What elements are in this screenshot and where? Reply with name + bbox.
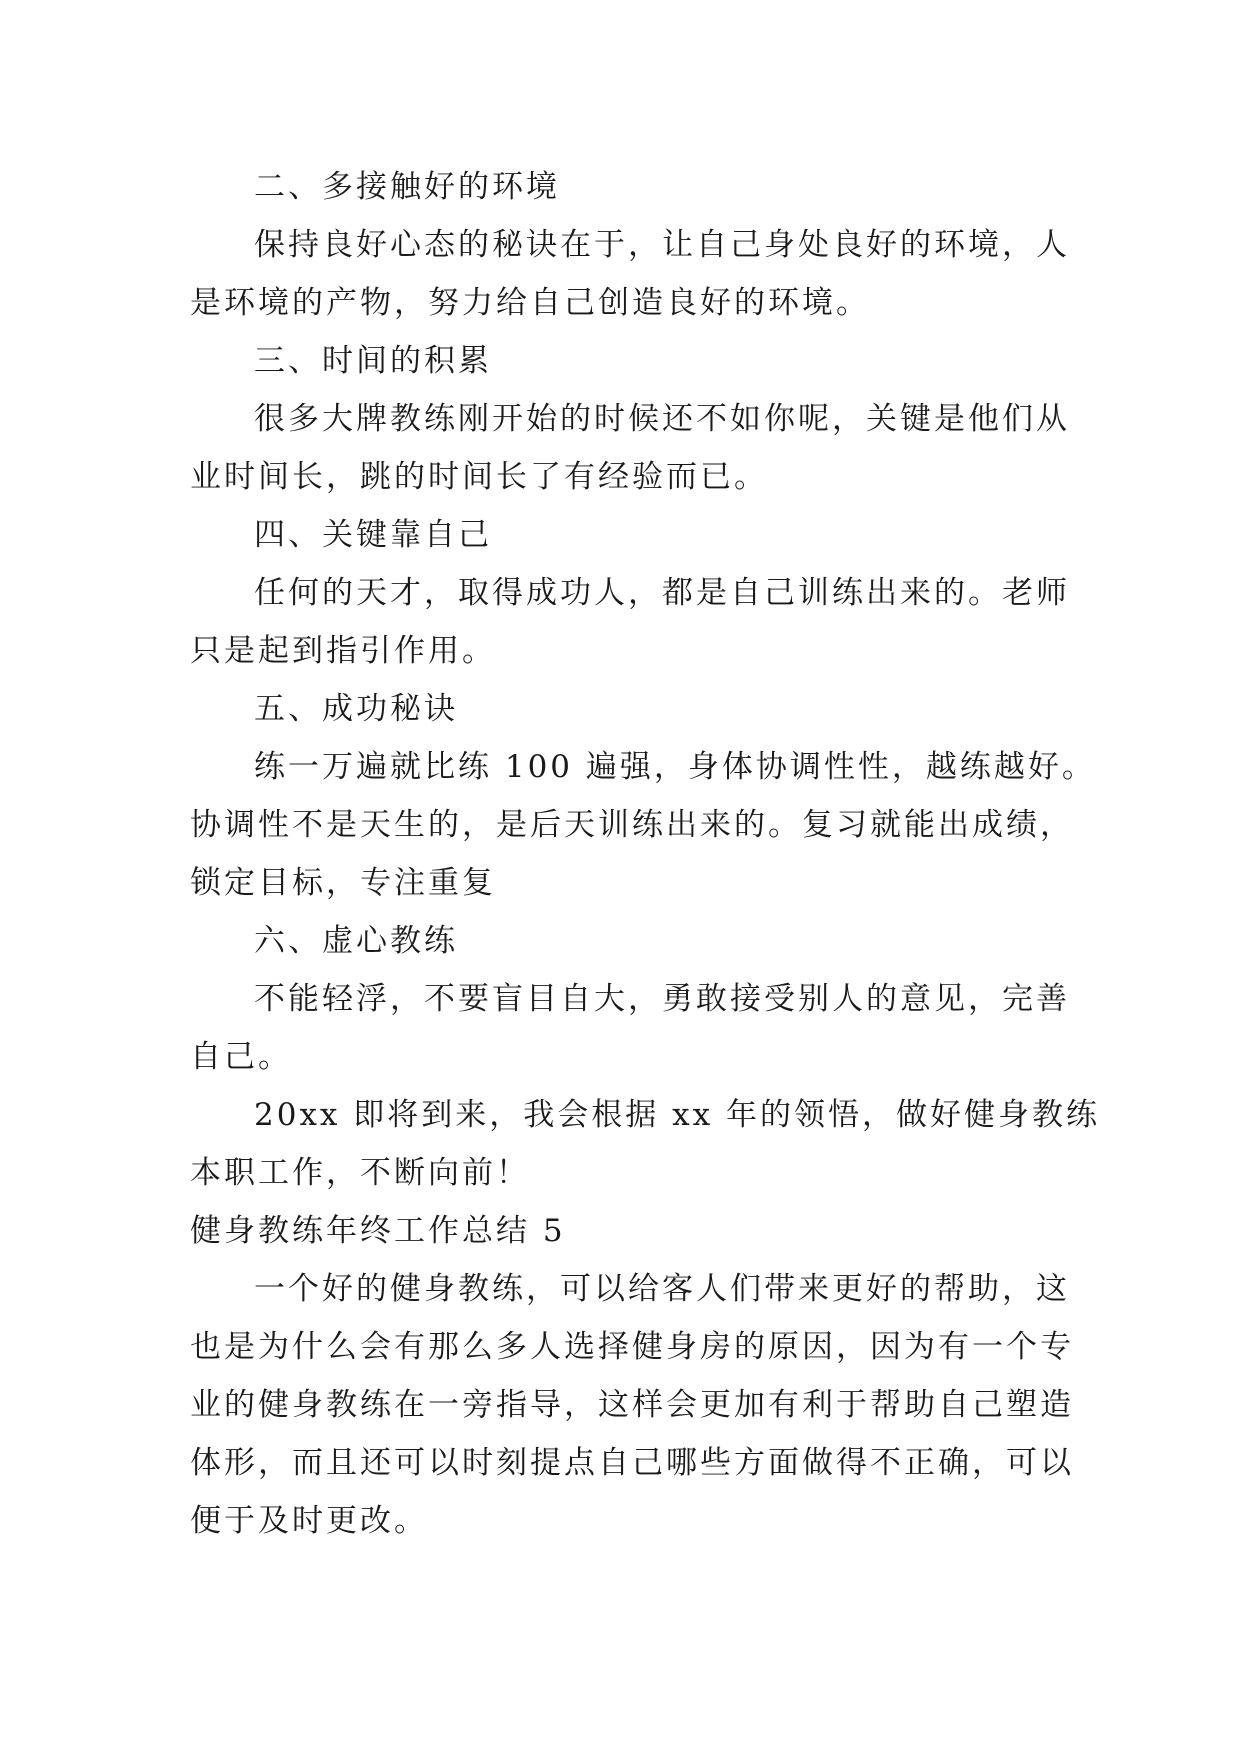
document-body — [190, 158, 1100, 1550]
section-heading-4: 四、关键靠自己 — [254, 517, 492, 553]
paragraph-line: 20xx 即将到来，我会根据 xx 年的领悟，做好健身教练 — [254, 1097, 1100, 1133]
paragraph-line: 很多大牌教练刚开始的时候还不如你呢，关键是他们从 — [254, 401, 1070, 437]
section-heading-3: 三、时间的积累 — [254, 343, 492, 379]
paragraph-line: 锁定目标，专注重复 — [190, 865, 496, 901]
paragraph-line: 保持良好心态的秘诀在于，让自己身处良好的环境，人 — [254, 227, 1070, 263]
paragraph-line: 不能轻浮，不要盲目自大，勇敢接受别人的意见，完善 — [254, 981, 1070, 1017]
section-heading-6: 六、虚心教练 — [254, 923, 458, 959]
paragraph-line: 本职工作，不断向前！ — [190, 1155, 530, 1191]
paragraph-line: 体形，而且还可以时刻提点自己哪些方面做得不正确，可以 — [190, 1445, 1074, 1481]
paragraph-line: 是环境的产物，努力给自己创造良好的环境。 — [190, 285, 870, 321]
paragraph-line: 练一万遍就比练 100 遍强，身体协调性性，越练越好。 — [254, 749, 1096, 785]
paragraph-line: 业的健身教练在一旁指导，这样会更加有利于帮助自己塑造 — [190, 1387, 1074, 1423]
paragraph-line: 自己。 — [190, 1039, 292, 1075]
paragraph-line: 协调性不是天生的，是后天训练出来的。复习就能出成绩， — [190, 807, 1074, 843]
paragraph-line: 一个好的健身教练，可以给客人们带来更好的帮助，这 — [254, 1271, 1070, 1307]
section-heading-2: 二、多接触好的环境 — [254, 169, 560, 205]
paragraph-line: 也是为什么会有那么多人选择健身房的原因，因为有一个专 — [190, 1329, 1074, 1365]
section-heading-5: 五、成功秘诀 — [254, 691, 458, 727]
paragraph-line: 只是起到指引作用。 — [190, 633, 496, 669]
paragraph-line: 便于及时更改。 — [190, 1503, 428, 1539]
paragraph-line: 业时间长，跳的时间长了有经验而已。 — [190, 459, 768, 495]
article-title: 健身教练年终工作总结 5 — [190, 1213, 566, 1249]
paragraph-line: 任何的天才，取得成功人，都是自己训练出来的。老师 — [254, 575, 1070, 611]
